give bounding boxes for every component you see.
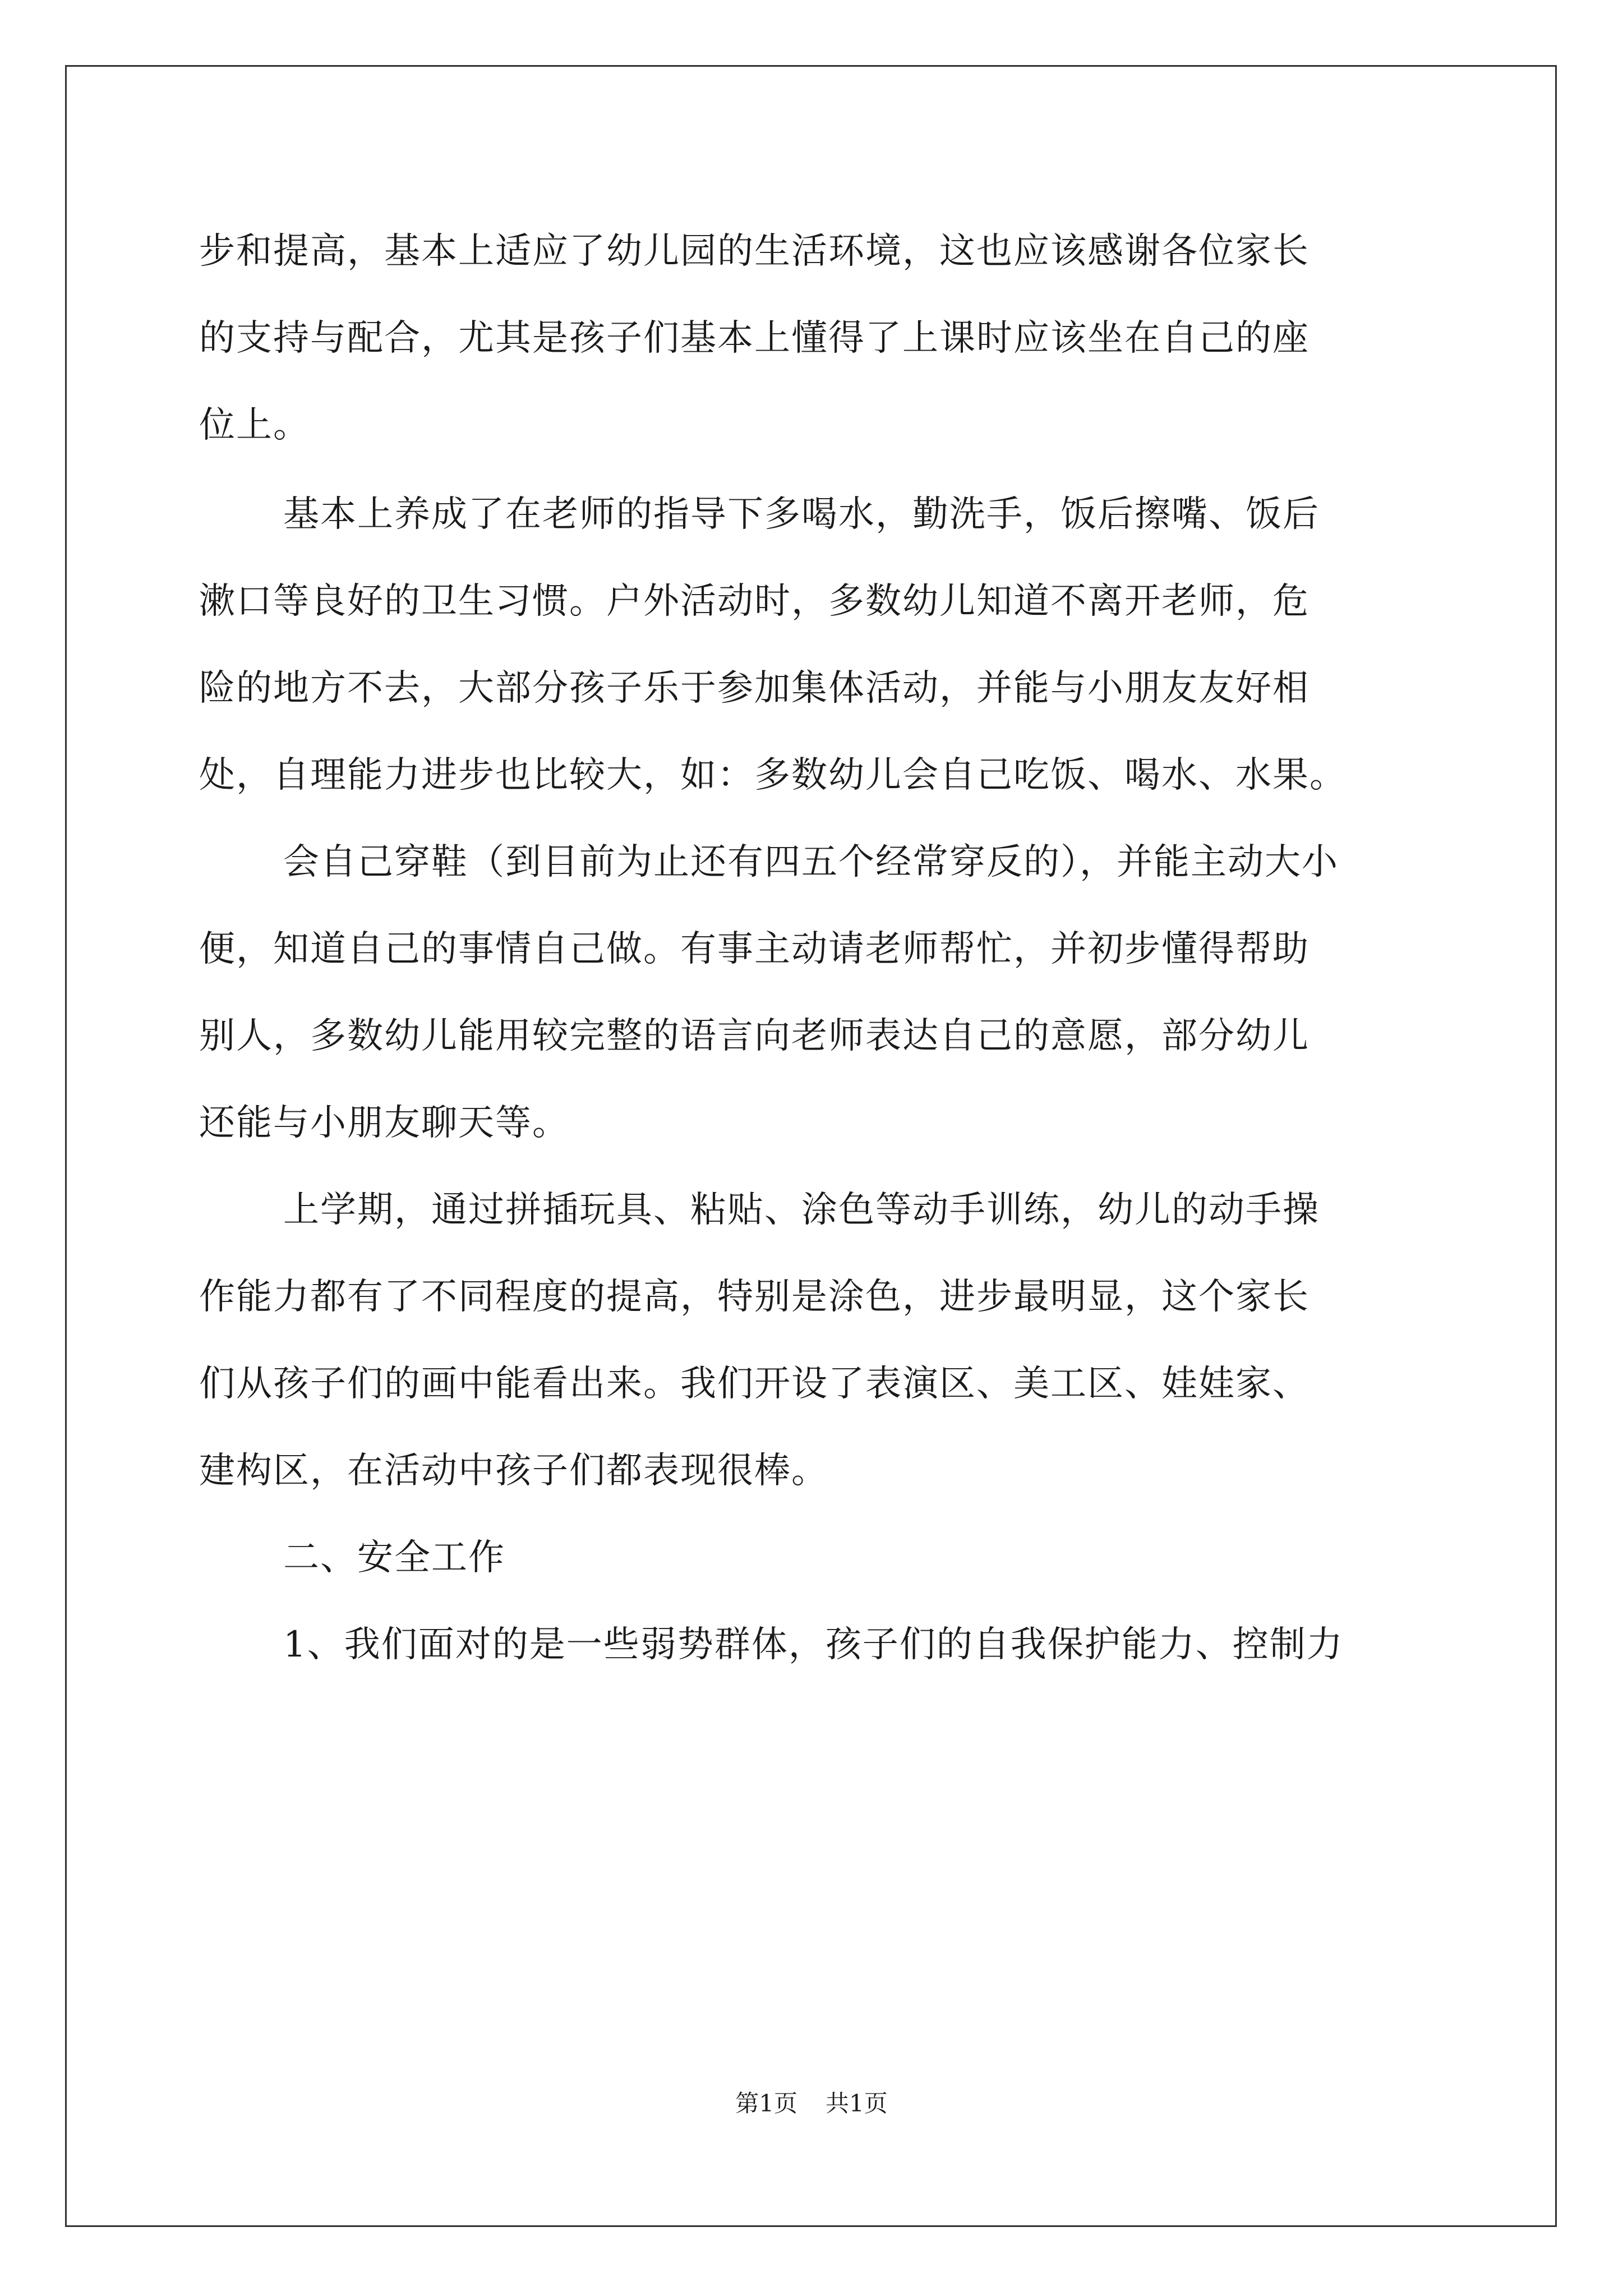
- paragraph-line: 们从孩子们的画中能看出来。我们开设了表演区、美工区、娃娃家、: [199, 1363, 1310, 1405]
- paragraph-line: 位上。: [199, 404, 310, 446]
- paragraph-line: 便，知道自己的事情自己做。有事主动请老师帮忙，并初步懂得帮助: [199, 928, 1310, 970]
- paragraph-line: 作能力都有了不同程度的提高，特别是涂色，进步最明显，这个家长: [199, 1276, 1310, 1318]
- paragraph-line: 还能与小朋友聊天等。: [199, 1102, 569, 1144]
- section-heading: 二、安全工作: [283, 1537, 505, 1579]
- paragraph-line: 处，自理能力进步也比较大，如：多数幼儿会自己吃饭、喝水、水果。: [199, 754, 1347, 796]
- paragraph-line: 建构区，在活动中孩子们都表现很棒。: [199, 1450, 828, 1492]
- paragraph-line: 基本上养成了在老师的指导下多喝水，勤洗手，饭后擦嘴、饭后: [283, 494, 1320, 535]
- paragraph-line: 上学期，通过拼插玩具、粘贴、涂色等动手训练，幼儿的动手操: [283, 1189, 1320, 1231]
- page-total: 共1页: [826, 2090, 888, 2117]
- paragraph-line: 别人，多数幼儿能用较完整的语言向老师表达自己的意愿，部分幼儿: [199, 1015, 1310, 1057]
- paragraph-line: 步和提高，基本上适应了幼儿园的生活环境，这也应该感谢各位家长: [199, 231, 1310, 272]
- page-footer: [0, 2088, 1623, 2119]
- paragraph-line: 1、我们面对的是一些弱势群体，孩子们的自我保护能力、控制力: [283, 1624, 1344, 1665]
- paragraph-line: 漱口等良好的卫生习惯。户外活动时，多数幼儿知道不离开老师，危: [199, 581, 1310, 622]
- page-border: [65, 65, 1557, 2227]
- paragraph-line: 险的地方不去，大部分孩子乐于参加集体活动，并能与小朋友友好相: [199, 668, 1310, 709]
- paragraph-line: 的支持与配合，尤其是孩子们基本上懂得了上课时应该坐在自己的座: [199, 318, 1310, 359]
- page-number: 第1页: [735, 2090, 797, 2117]
- paragraph-line: 会自己穿鞋（到目前为止还有四五个经常穿反的），并能主动大小: [283, 841, 1339, 883]
